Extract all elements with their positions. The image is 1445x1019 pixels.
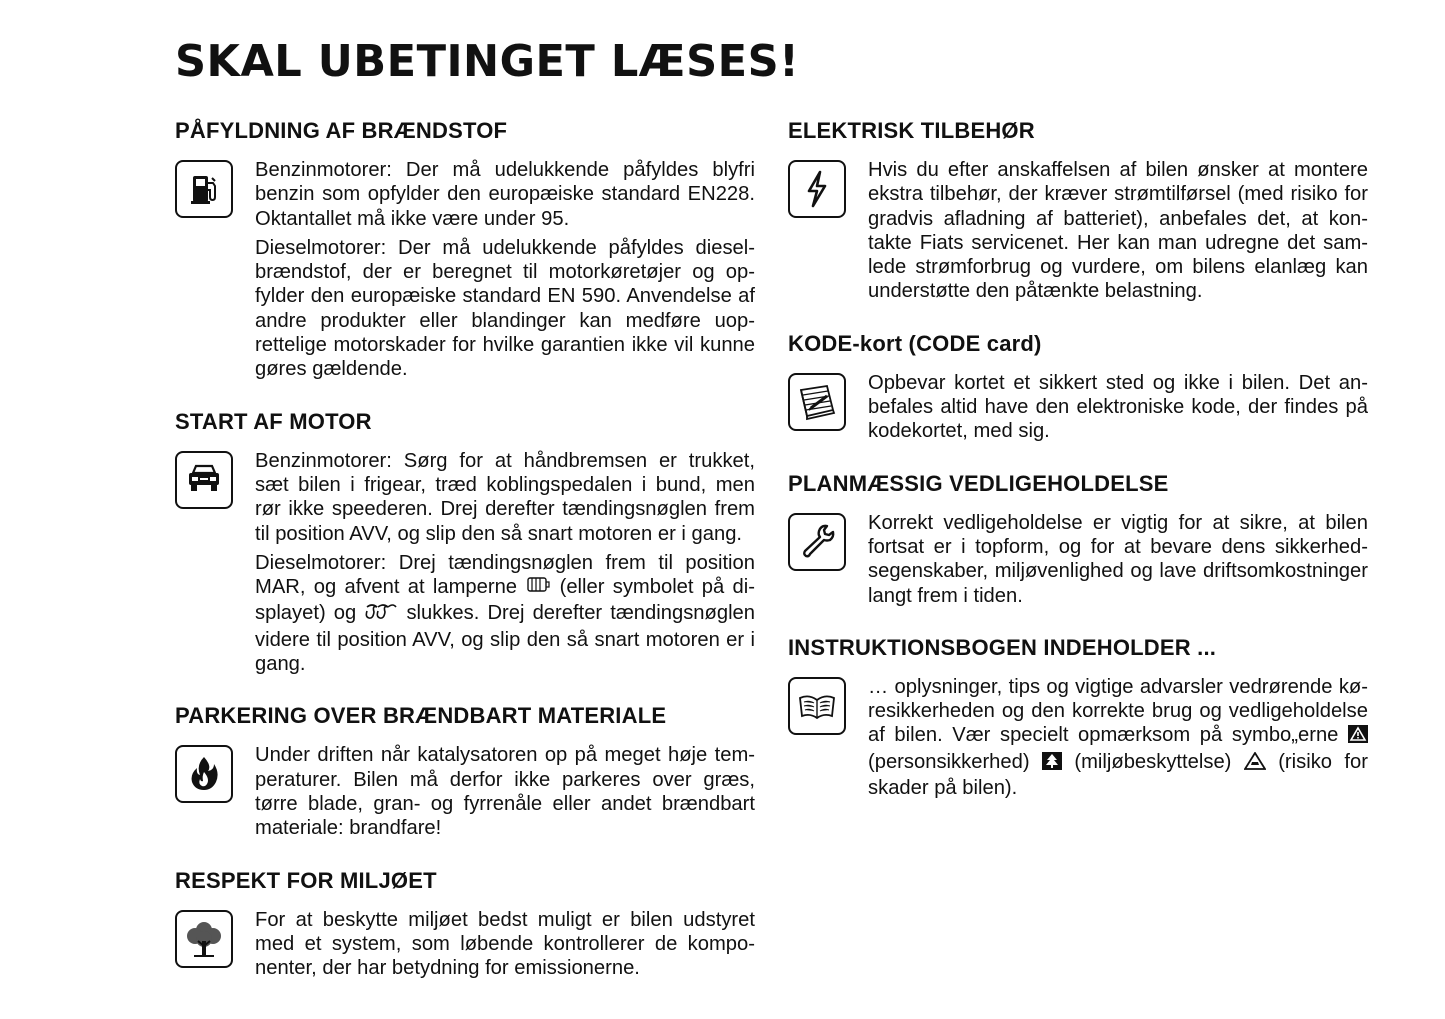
tree-icon	[175, 910, 233, 968]
section-heading: INSTRUKTIONSBOGEN INDEHOLDER ...	[788, 634, 1217, 660]
lightning-icon	[788, 160, 846, 218]
vehicle-damage-warning-icon	[1244, 752, 1266, 776]
flame-icon	[175, 745, 233, 803]
car-icon	[175, 451, 233, 509]
section-heading: ELEKTRISK TILBEHØR	[788, 118, 1035, 143]
paragraph: For at beskytte miljøet bedst muligt er bilen udstyret med et system, som løbende kontrollerer de komponenter, der har betydning for emissionerne.	[255, 908, 755, 980]
section-heading: PÅFYLDNING AF BRÆNDSTOF	[175, 118, 508, 143]
section-heading: KODE-kort (CODE card)	[788, 330, 1042, 356]
section-parking	[175, 703, 755, 845]
environment-protection-icon	[1042, 752, 1062, 776]
paragraph: Benzinmotorer: Sørg for at håndbremsen er trukket, sæt bilen i frigear, træd koblingspedalen i bund, men rør ikke speederen. Drej derefter tændingsnøglen frem til position AVV, og slip den så snart motoren er i gang.	[255, 449, 755, 545]
preheating-coil-icon	[364, 603, 398, 627]
section-electrical	[788, 118, 1368, 309]
paragraph: Under driften når katalysatoren op på meget høje temperaturer. Bilen må derfor ikke parkeres over græs, tørre blade, gran- og fyrrenåle eller andet brændbart materiale: brandfare!	[255, 744, 755, 840]
section-start-motor	[175, 409, 755, 682]
paragraph: Opbevar kortet et sikkert sted og ikke i bilen. Det anbefales altid have den elektroniske kode, der findes på kodekortet, med sig.	[868, 371, 1368, 443]
section-heading: PARKERING OVER BRÆNDBART MATERIALE	[175, 703, 667, 729]
paragraph: Korrekt vedligeholdelse er vigtig for at sikre, at bilen fortsat er i topform, og for at bevare dens sikkerhedsegenskaber, miljøvenlighed og lave driftsomkostninger langt frem i tiden.	[868, 511, 1368, 607]
paragraph-with-symbols: … oplysninger, tips og vigtige advarsler vedrørende køresikkerheden og den korrekte brug og vedligeholdelse af bilen. Vær specielt opmærksom på symbo„erne (personsikkerhed) (miljøbeskyttelse) (risiko for skader på bilen).	[868, 675, 1368, 800]
section-code-card	[788, 331, 1368, 449]
section-maintenance	[788, 471, 1368, 613]
section-heading: RESPEKT FOR MILJØET	[175, 867, 437, 893]
glow-plug-lamp-icon	[525, 575, 551, 601]
personal-safety-warning-icon	[1348, 725, 1368, 749]
fuel-pump-icon	[175, 160, 233, 218]
paragraph: Benzinmotorer: Der må udelukkende påfyldes blyfri benzin som opfylder den europæiske standard EN228. Oktantallet må ikke være under 95.	[255, 159, 755, 230]
right-column	[788, 118, 1368, 827]
page-title: SKAL UBETINGET LÆSES!	[175, 36, 800, 87]
section-heading: PLANMÆSSIG VEDLIGEHOLDELSE	[788, 470, 1169, 496]
wrench-icon	[788, 513, 846, 571]
section-heading: START AF MOTOR	[175, 408, 372, 434]
paragraph: Dieselmotorer: Der må udelukkende påfyldes dieselbrændstof, der er beregnet til motorkøretøjer og opfylder den europæiske standard EN 590. Anvendelse af andre produkter eller blandinger kan medføre uoprettelige motorskader for hvilke garantien ikke vil kunne gøres gældende.	[255, 236, 755, 381]
paragraph-with-symbols: Dieselmotorer: Drej tændingsnøglen frem til position MAR, og afvent at lamperne (eller symbolet på displayet) og slukkes. Drej derefter tændingsnøglen videre til position AVV, og slip den så snart motoren er i gang.	[255, 551, 756, 676]
open-book-icon	[788, 677, 846, 735]
paragraph: Hvis du efter anskaffelsen af bilen ønsker at montere ekstra tilbehør, der kræver strømtilførsel (med risiko for gradvis afladning af batteriet), anbefales det, at kontakte Fiats servicenet. Her kan man udregne det samlede strømforbrug og vurdere, om bilens elanlæg kan understøtte den påtænkte belastning.	[868, 159, 1368, 303]
section-manual-contents	[788, 635, 1368, 805]
code-card-icon	[788, 373, 846, 431]
left-column	[175, 118, 755, 1007]
section-environment	[175, 868, 755, 986]
section-fuel	[175, 118, 755, 387]
